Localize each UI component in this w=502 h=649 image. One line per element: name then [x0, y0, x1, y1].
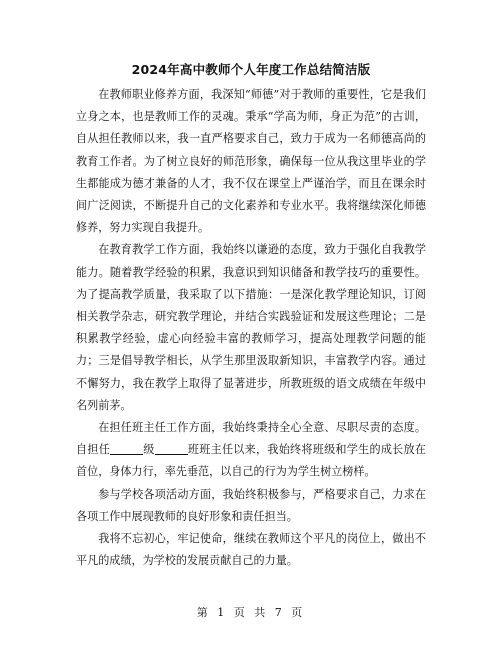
- fill-blank-grade: [110, 442, 143, 455]
- document-body: [76, 84, 426, 572]
- paragraph-head-teacher-grade-label: 级: [143, 443, 155, 457]
- paragraph-head-teacher: [76, 417, 426, 484]
- paragraph-head-teacher-part-1: 在担任班主任工作方面，我始终秉持全心全意、尽职尽责的态度。自担任: [76, 421, 426, 457]
- paragraph-conclusion: 我将不忘初心，牢记使命，继续在教师这个平凡的岗位上，做出不平凡的成绩，为学校的发展贡献自己的力量。: [76, 532, 426, 568]
- page-footer: 第 1 页 共 7 页: [196, 606, 306, 619]
- document-title: 2024年高中教师个人年度工作总结简洁版: [131, 62, 371, 77]
- paragraph-head-teacher-part-2: 班班主任以来，我始终将班级和学生的成长放在首位，身体力行，率先垂范，以自己的行为为学生树立榜样。: [76, 443, 426, 479]
- fill-blank-class: [155, 442, 188, 455]
- paragraph-activities: 参与学校各项活动方面，我始终积极参与，严格要求自己，力求在各项工作中展现教师的良好形象和责任担当。: [76, 487, 426, 523]
- paragraph-ethics: 在教师职业修养方面，我深知“师德”对于教师的重要性，它是我们立身之本，也是教师工作的灵魂。秉承“学高为师，身正为范”的古训，自从担任教师以来，我一直严格要求自己，致力于成为一名师德高尚的教育工作者。为了树立良好的师范形象，确保每一位从我这里毕业的学生都能成为德才兼备的人才，我不仅在课堂上严谨治学，而且在课余时间广泛阅读，不断提升自己的文化素养和专业水平。我将继续深化师德修养，努力实现自我提升。: [76, 88, 426, 235]
- paragraph-teaching: 在教育教学工作方面，我始终以谦逊的态度，致力于强化自我教学能力。随着教学经验的积累，我意识到知识储备和教学技巧的重要性。为了提高教学质量，我采取了以下措施：一是深化教学理论知识，订阅相关教学杂志，研究教学理论，并结合实践验证和发展这些理论；二是积累教学经验，虚心向经验丰富的教师学习，提高处理教学问题的能力；三是倡导教学相长，从学生那里汲取新知识，丰富教学内容。通过不懈努力，我在教学上取得了显著进步，所教班级的语文成绩在年级中名列前茅。: [76, 243, 426, 412]
